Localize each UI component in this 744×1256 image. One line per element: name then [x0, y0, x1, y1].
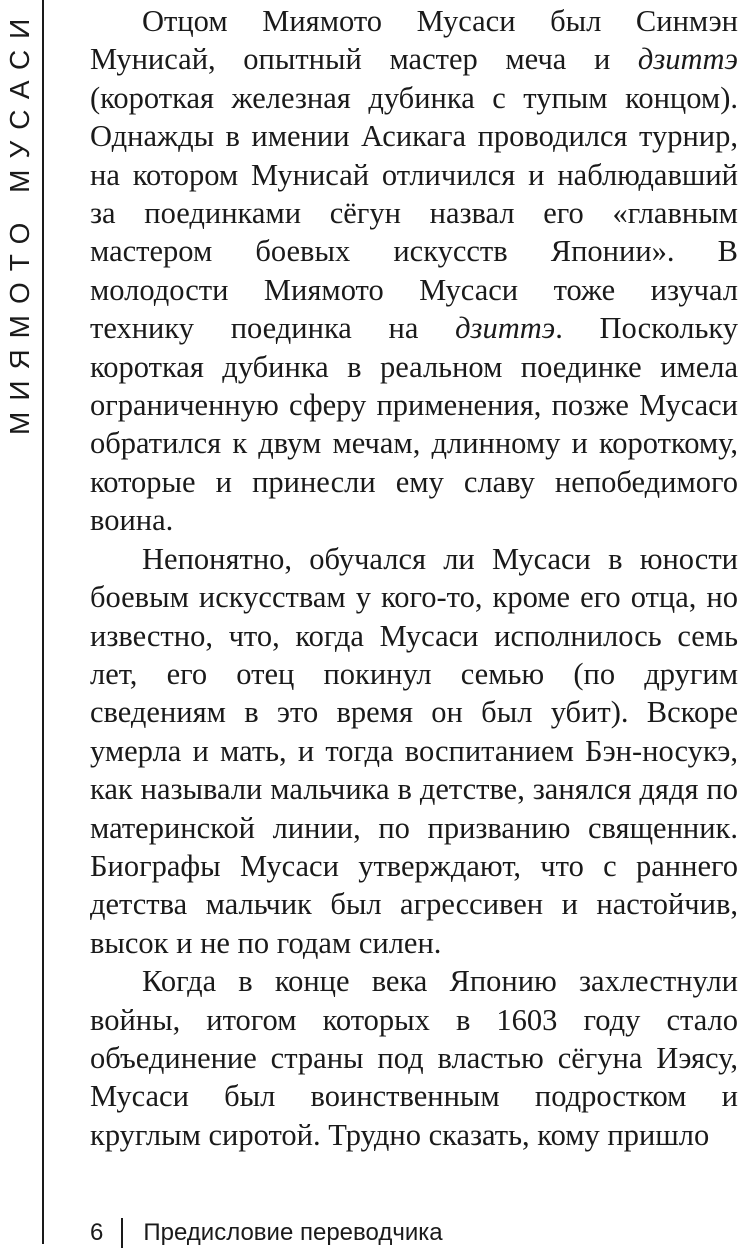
term-jitte: дзиттэ	[637, 42, 738, 77]
footer-separator	[121, 1218, 123, 1248]
paragraph-3: Когда в конце века Японию захлестнули войны, итогом которых в 1603 году стало объединение страны под властью сёгуна Иэясу, Мусаси был воинственным подростком и круглым сиротой. Трудно сказать, кому пришло	[90, 964, 738, 1152]
paragraph-1-part-2: (короткая железная дубинка с тупым концом). Однажды в имении Асикага проводился турнир, на котором Мунисай отличился и наблюдавший за поединками сёгун назвал его «главным мастером боевых искусств Японии». В молодости Миямото Мусаси тоже изучал технику поединка на	[90, 80, 738, 346]
paragraph-2: Непонятно, обучался ли Мусаси в юности боевым искусствам у кого-то, кроме его отца, но известно, что, когда Мусаси исполнилось семь лет, его отец покинул семью (по другим сведениям в это время он был убит). Вскоре умерла и мать, и тогда воспитанием Бэн-носукэ, как называли мальчика в детстве, занялся дядя по материнской линии, по призванию священник. Биографы Мусаси утверждают, что с раннего детства мальчик был агрессивен и настойчив, высок и не по годам силен.	[90, 541, 738, 960]
running-head	[4, 8, 38, 478]
paragraph-1-part-1: Отцом Миямото Мусаси был Синмэн Мунисай, опытный мастер меча и	[90, 4, 738, 77]
section-title: Предисловие переводчика	[143, 1219, 443, 1246]
body-text	[90, 2, 738, 1154]
paragraph-1-part-3: . Поскольку короткая дубинка в реальном поединке имела ограниченную сферу применения, позже Мусаси обратился к двум мечам, длинному и короткому, которые и принесли ему славу непобедимого воина.	[90, 311, 738, 538]
term-jitte-2: дзиттэ	[455, 311, 556, 346]
page-footer	[90, 1214, 443, 1252]
page-number: 6	[90, 1219, 104, 1246]
vertical-rule	[42, 0, 44, 1244]
paragraph-1	[90, 2, 738, 540]
running-head-text: МИЯМОТО МУСАСИ	[4, 8, 35, 436]
